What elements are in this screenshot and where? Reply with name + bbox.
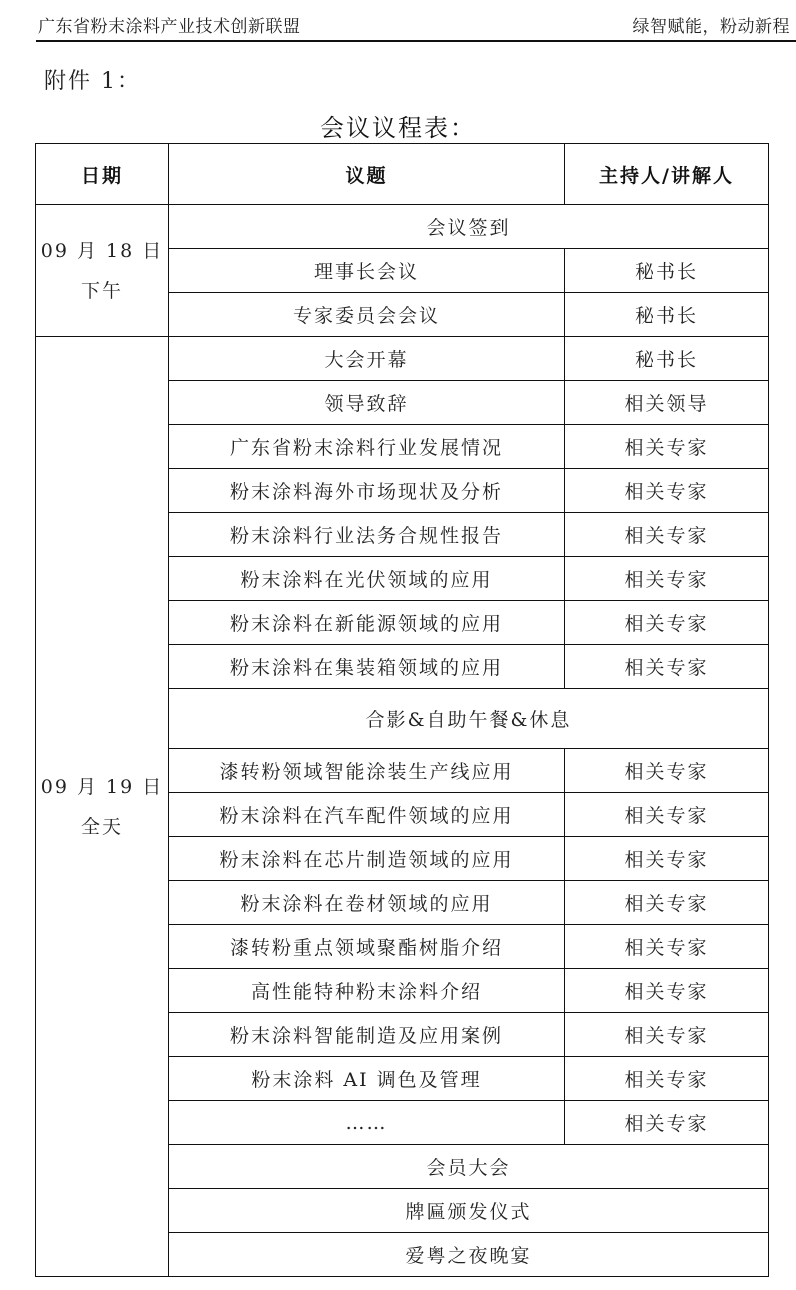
- agenda-topic: 会员大会: [169, 1145, 769, 1189]
- agenda-topic: 粉末涂料行业法务合规性报告: [169, 513, 565, 557]
- column-header-host: 主持人/讲解人: [565, 144, 769, 205]
- page-title: 会议议程表：: [320, 114, 476, 142]
- attachment-label: 附件 1：: [44, 69, 141, 94]
- agenda-topic: 领导致辞: [169, 381, 565, 425]
- date-label: 09 月 18 日: [40, 239, 164, 262]
- agenda-topic: 会议签到: [169, 205, 769, 249]
- agenda-table: [35, 143, 769, 1277]
- table-row: [36, 337, 769, 381]
- agenda-topic: 粉末涂料在汽车配件领域的应用: [169, 793, 565, 837]
- agenda-host: 相关专家: [565, 469, 769, 513]
- agenda-topic: 大会开幕: [169, 337, 565, 381]
- column-header-topic: 议题: [169, 144, 565, 205]
- agenda-host: 秘书长: [565, 337, 769, 381]
- agenda-host: 相关专家: [565, 601, 769, 645]
- time-label: 下午: [80, 279, 123, 302]
- agenda-topic: 漆转粉领域智能涂装生产线应用: [169, 749, 565, 793]
- date-cell-day2: [36, 337, 169, 1277]
- agenda-host: 相关专家: [565, 557, 769, 601]
- agenda-topic: 粉末涂料在光伏领域的应用: [169, 557, 565, 601]
- column-header-date: 日期: [36, 144, 169, 205]
- date-label: 09 月 19 日: [40, 775, 164, 798]
- agenda-topic: 粉末涂料在芯片制造领域的应用: [169, 837, 565, 881]
- agenda-host: 相关专家: [565, 969, 769, 1013]
- agenda-topic: 粉末涂料海外市场现状及分析: [169, 469, 565, 513]
- header-divider: [36, 40, 796, 42]
- header-slogan: 绿智赋能，粉动新程: [632, 17, 790, 37]
- agenda-topic: 粉末涂料 AI 调色及管理: [169, 1057, 565, 1101]
- agenda-host: 相关专家: [565, 881, 769, 925]
- agenda-topic: 粉末涂料智能制造及应用案例: [169, 1013, 565, 1057]
- agenda-host: 相关专家: [565, 1057, 769, 1101]
- agenda-host: 相关专家: [565, 513, 769, 557]
- header-org-name: 广东省粉末涂料产业技术创新联盟: [38, 17, 301, 37]
- agenda-topic: 合影&自助午餐&休息: [169, 689, 769, 749]
- agenda-topic: 粉末涂料在集装箱领域的应用: [169, 645, 565, 689]
- agenda-host: 相关专家: [565, 749, 769, 793]
- table-row: [36, 205, 769, 249]
- agenda-host: 相关专家: [565, 645, 769, 689]
- agenda-host: 相关领导: [565, 381, 769, 425]
- date-cell-day1: [36, 205, 169, 337]
- agenda-host: 相关专家: [565, 793, 769, 837]
- agenda-topic: 广东省粉末涂料行业发展情况: [169, 425, 565, 469]
- agenda-topic: 高性能特种粉末涂料介绍: [169, 969, 565, 1013]
- agenda-topic: 爱粤之夜晚宴: [169, 1233, 769, 1277]
- agenda-host: 秘书长: [565, 293, 769, 337]
- time-label: 全天: [80, 815, 123, 838]
- agenda-host: 相关专家: [565, 837, 769, 881]
- agenda-topic: 理事长会议: [169, 249, 565, 293]
- agenda-topic: 专家委员会会议: [169, 293, 565, 337]
- table-header-row: [36, 144, 769, 205]
- agenda-topic: 粉末涂料在新能源领域的应用: [169, 601, 565, 645]
- agenda-host: 相关专家: [565, 1013, 769, 1057]
- agenda-host: 相关专家: [565, 1101, 769, 1145]
- agenda-host: 秘书长: [565, 249, 769, 293]
- agenda-host: 相关专家: [565, 925, 769, 969]
- agenda-topic: 漆转粉重点领域聚酯树脂介绍: [169, 925, 565, 969]
- agenda-host: 相关专家: [565, 425, 769, 469]
- agenda-topic: 牌匾颁发仪式: [169, 1189, 769, 1233]
- agenda-topic: 粉末涂料在卷材领域的应用: [169, 881, 565, 925]
- agenda-topic: ……: [169, 1101, 565, 1145]
